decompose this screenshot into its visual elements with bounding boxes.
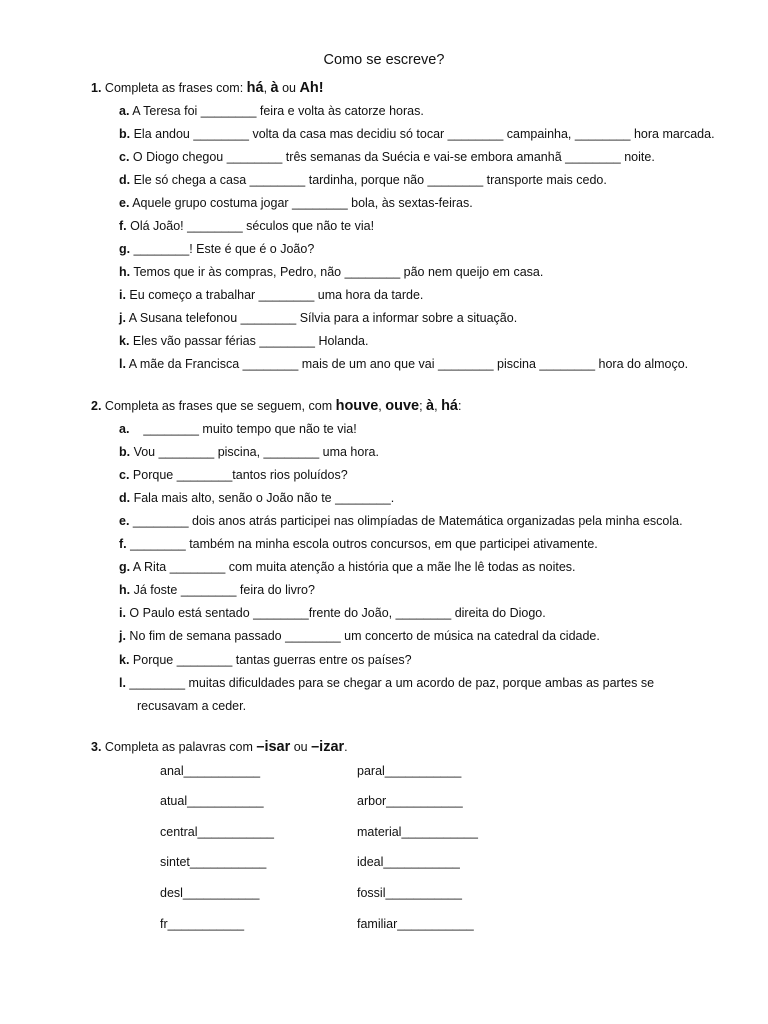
- question-1-item-j: [119, 311, 517, 325]
- item-text: O Paulo está sentado ________frente do João, ________ direita do Diogo.: [125, 606, 546, 620]
- question-2-item-k: [119, 653, 412, 667]
- question-2-sep-1: ,: [378, 399, 386, 413]
- question-2-word-3: à: [426, 398, 435, 414]
- question-2-item-g: [119, 560, 576, 574]
- item-label: l.: [119, 676, 126, 690]
- page-title: Como se escreve?: [323, 52, 445, 68]
- item-text: Olá João! ________ séculos que não te via!: [126, 219, 375, 233]
- question-1-item-h: [119, 265, 543, 279]
- question-2-item-f: [119, 537, 598, 551]
- item-text: Porque ________ tantas guerras entre os países?: [129, 653, 412, 667]
- item-label: i.: [119, 606, 126, 620]
- item-label: k.: [119, 334, 130, 348]
- item-text: A Teresa foi ________ feira e volta às catorze horas.: [129, 104, 424, 118]
- item-label: k.: [119, 653, 130, 667]
- word-left-1: anal___________: [160, 764, 261, 778]
- item-text: Fala mais alto, senão o João não te ________.: [130, 491, 395, 505]
- question-2-word-4: há: [441, 398, 458, 414]
- question-3-heading: [91, 739, 348, 755]
- question-2-suffix: :: [458, 399, 462, 413]
- word-left-6: fr___________: [160, 917, 245, 931]
- item-text: Vou ________ piscina, ________ uma hora.: [130, 445, 379, 459]
- question-1-word-2: à: [270, 80, 279, 96]
- question-2-item-c: [119, 468, 348, 482]
- question-1-prefix: Completa as frases com:: [104, 81, 247, 95]
- item-label: f.: [119, 219, 127, 233]
- item-label: j.: [119, 629, 126, 643]
- item-text: ________ muito tempo que não te via!: [129, 422, 357, 436]
- word-right-2: arbor___________: [357, 794, 463, 808]
- question-1-item-e: [119, 196, 473, 210]
- question-1-item-l: [119, 357, 688, 371]
- word-left-4: sintet___________: [160, 855, 267, 869]
- question-2-item-b: [119, 445, 379, 459]
- item-text: Eu começo a trabalhar ________ uma hora da tarde.: [125, 288, 424, 302]
- question-2-prefix: Completa as frases que se seguem, com: [104, 399, 336, 413]
- item-text: Temos que ir às compras, Pedro, não ________ pão nem queijo em casa.: [130, 265, 544, 279]
- question-2-item-h: [119, 583, 315, 597]
- question-2-word-2: ouve: [385, 398, 420, 414]
- question-2-item-a: [119, 422, 357, 436]
- question-2-item-i: [119, 606, 546, 620]
- item-label: b.: [119, 127, 131, 141]
- item-label: j.: [119, 311, 126, 325]
- question-3-number: 3.: [91, 740, 102, 754]
- question-3-prefix: Completa as palavras com: [104, 740, 257, 754]
- item-text: Aquele grupo costuma jogar ________ bola, às sextas-feiras.: [129, 196, 473, 210]
- word-right-3: material___________: [357, 825, 478, 839]
- item-label: a.: [119, 104, 130, 118]
- item-label: f.: [119, 537, 127, 551]
- item-text: ________ muitas dificuldades para se chegar a um acordo de paz, porque ambas as partes se: [125, 676, 655, 690]
- item-label: e.: [119, 196, 130, 210]
- item-label: d.: [119, 491, 131, 505]
- question-2-word-1: houve: [335, 398, 379, 414]
- item-label: c.: [119, 468, 130, 482]
- question-3-word-2: –izar: [311, 739, 345, 755]
- question-1-sep-1: ,: [263, 81, 271, 95]
- question-1-item-f: [119, 219, 374, 233]
- item-label: a.: [119, 422, 130, 436]
- question-2-item-e: [119, 514, 683, 528]
- item-text: Ele só chega a casa ________ tardinha, porque não ________ transporte mais cedo.: [130, 173, 607, 187]
- question-1-number: 1.: [91, 81, 102, 95]
- item-label: l.: [119, 357, 126, 371]
- question-1-sep-2: ou: [278, 81, 300, 95]
- item-text: Ela andou ________ volta da casa mas decidiu só tocar ________ campainha, ________ hora marcada.: [130, 127, 715, 141]
- question-1-item-b: [119, 127, 715, 141]
- item-text: Porque ________tantos rios poluídos?: [129, 468, 348, 482]
- item-text: Já foste ________ feira do livro?: [130, 583, 315, 597]
- item-text: No fim de semana passado ________ um concerto de música na catedral da cidade.: [125, 629, 600, 643]
- item-text: ________ dois anos atrás participei nas olimpíadas de Matemática organizadas pela minha escola.: [129, 514, 683, 528]
- question-1-item-d: [119, 173, 607, 187]
- question-1-item-k: [119, 334, 368, 348]
- question-2-item-j: [119, 629, 600, 643]
- question-2-heading: [91, 398, 461, 414]
- question-3-suffix: .: [344, 740, 348, 754]
- word-left-5: desl___________: [160, 886, 260, 900]
- item-text: Eles vão passar férias ________ Holanda.: [129, 334, 369, 348]
- item-label: g.: [119, 242, 131, 256]
- question-1-item-a: [119, 104, 424, 118]
- question-3-word-1: –isar: [256, 739, 291, 755]
- item-text: A mãe da Francisca ________ mais de um ano que vai ________ piscina ________ hora do almoço.: [125, 357, 689, 371]
- question-2-item-l: [119, 676, 654, 690]
- question-1-word-1: há: [246, 80, 264, 96]
- word-right-1: paral___________: [357, 764, 462, 778]
- word-right-6: familiar___________: [357, 917, 474, 931]
- question-2-item-d: [119, 491, 394, 505]
- item-text: O Diogo chegou ________ três semanas da Suécia e vai-se embora amanhã ________ noite.: [129, 150, 655, 164]
- item-label: g.: [119, 560, 131, 574]
- question-1-heading: [91, 80, 324, 96]
- item-text: ________ também na minha escola outros concursos, em que participei ativamente.: [126, 537, 598, 551]
- item-text: A Susana telefonou ________ Sílvia para a informar sobre a situação.: [125, 311, 518, 325]
- question-2-number: 2.: [91, 399, 102, 413]
- question-2-sep-2: ;: [419, 399, 427, 413]
- question-1-word-3: Ah!: [299, 80, 324, 96]
- question-1-item-c: [119, 150, 655, 164]
- question-1-item-g: [119, 242, 314, 256]
- item-text: A Rita ________ com muita atenção a história que a mãe lhe lê todas as noites.: [130, 560, 576, 574]
- word-right-4: ideal___________: [357, 855, 460, 869]
- item-label: h.: [119, 265, 131, 279]
- word-left-2: atual___________: [160, 794, 264, 808]
- word-right-5: fossil___________: [357, 886, 462, 900]
- item-label: e.: [119, 514, 130, 528]
- question-3-sep-1: ou: [290, 740, 312, 754]
- item-text: ________! Este é que é o João?: [130, 242, 315, 256]
- item-label: i.: [119, 288, 126, 302]
- question-2-item-l-continuation: recusavam a ceder.: [137, 699, 247, 713]
- word-left-3: central___________: [160, 825, 274, 839]
- question-1-item-i: [119, 288, 423, 302]
- item-label: c.: [119, 150, 130, 164]
- item-label: h.: [119, 583, 131, 597]
- item-label: d.: [119, 173, 131, 187]
- question-2-sep-3: ,: [434, 399, 442, 413]
- item-label: b.: [119, 445, 131, 459]
